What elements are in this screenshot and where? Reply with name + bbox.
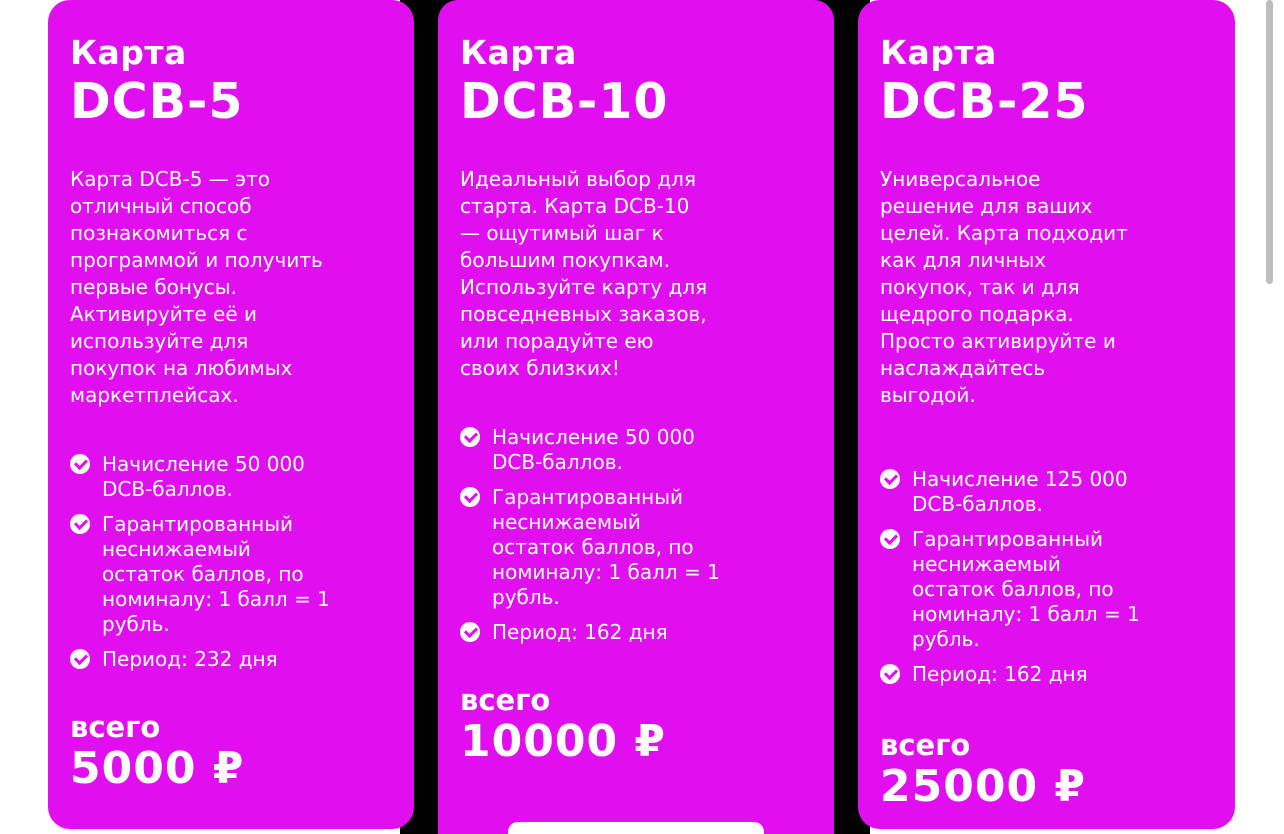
feature-line: номиналу: 1 балл = 1 <box>102 587 330 611</box>
card-description-line: своих близких! <box>460 356 620 380</box>
card-description-line: покупок, так и для <box>880 275 1080 299</box>
check-circle-icon <box>880 664 900 684</box>
card-dcb-10[interactable] <box>438 0 834 834</box>
scrollbar-thumb[interactable] <box>1266 0 1273 284</box>
feature-list <box>70 452 330 682</box>
feature-line: Период: 162 дня <box>912 662 1088 686</box>
feature-line: Начисление 125 000 <box>912 467 1128 491</box>
check-circle-icon <box>460 622 480 642</box>
card-title-name: DCB-10 <box>460 73 669 130</box>
card-title <box>460 33 669 130</box>
card-description-line: Карта DCB-5 — это <box>70 167 271 191</box>
card-title-name: DCB-25 <box>880 73 1089 130</box>
card-description-line: отличный способ <box>70 194 252 218</box>
card-description-line: целей. Карта подходит <box>880 221 1128 245</box>
card-description-line: как для личных <box>880 248 1047 272</box>
feature-line: Период: 162 дня <box>492 620 668 644</box>
feature-line: Период: 232 дня <box>102 647 278 671</box>
card-description-line: выгодой. <box>880 383 976 407</box>
card-description-line: Просто активируйте и <box>880 329 1116 353</box>
feature-item <box>460 485 720 610</box>
feature-line: неснижаемый <box>102 537 251 561</box>
feature-line: Начисление 50 000 <box>492 425 695 449</box>
feature-line: Гарантированный <box>912 527 1104 551</box>
card-description-line: большим покупкам. <box>460 248 670 272</box>
card-title-label: Карта <box>880 33 997 72</box>
card-title-label: Карта <box>70 33 187 72</box>
card-description-line: Идеальный выбор для <box>460 167 696 191</box>
card-description-line: Используйте карту для <box>460 275 708 299</box>
feature-line: номиналу: 1 балл = 1 <box>492 560 720 584</box>
check-circle-icon <box>880 469 900 489</box>
feature-line: рубль. <box>912 627 980 651</box>
card-description-line: познакомиться с <box>70 221 248 245</box>
card-description-line: Активируйте её и <box>70 302 258 326</box>
feature-item <box>70 647 330 672</box>
feature-item <box>70 452 330 502</box>
feature-line: DCB-баллов. <box>492 450 623 474</box>
feature-line: неснижаемый <box>492 510 641 534</box>
feature-line: номиналу: 1 балл = 1 <box>912 602 1140 626</box>
feature-line: Гарантированный <box>492 485 684 509</box>
feature-item <box>460 620 720 645</box>
card-description <box>880 166 1128 409</box>
feature-line: DCB-баллов. <box>102 477 233 501</box>
feature-line: Гарантированный <box>102 512 294 536</box>
card-description-line: или порадуйте ею <box>460 329 654 353</box>
check-circle-icon <box>880 529 900 549</box>
card-description-line: маркетплейсах. <box>70 383 239 407</box>
feature-line: рубль. <box>492 585 560 609</box>
check-circle-icon <box>460 487 480 507</box>
feature-list <box>460 425 720 655</box>
feature-line: неснижаемый <box>912 552 1061 576</box>
feature-line: Начисление 50 000 <box>102 452 305 476</box>
card-description-line: старта. Карта DCB-10 <box>460 194 690 218</box>
card-title-name: DCB-5 <box>70 73 244 130</box>
feature-item <box>880 662 1140 687</box>
feature-item <box>880 527 1140 652</box>
card-dcb-5[interactable] <box>48 0 414 829</box>
card-title <box>70 33 244 130</box>
total-label: всего <box>460 683 551 717</box>
card-description-line: Универсальное <box>880 167 1041 191</box>
check-circle-icon <box>70 454 90 474</box>
feature-line: остаток баллов, по <box>492 535 694 559</box>
feature-item <box>460 425 720 475</box>
card-dcb-25[interactable] <box>858 0 1235 829</box>
card-description-line: — ощутимый шаг к <box>460 221 664 245</box>
card-description-line: программой и получить <box>70 248 323 272</box>
card-title <box>880 33 1089 130</box>
card-title-label: Карта <box>460 33 577 72</box>
card-description <box>70 166 323 409</box>
check-circle-icon <box>460 427 480 447</box>
feature-item <box>70 512 330 637</box>
feature-line: остаток баллов, по <box>102 562 304 586</box>
total-label: всего <box>880 728 971 762</box>
card-description-line: первые бонусы. <box>70 275 237 299</box>
feature-item <box>880 467 1140 517</box>
check-circle-icon <box>70 514 90 534</box>
card-description-line: покупок на любимых <box>70 356 293 380</box>
price-value: 5000 ₽ <box>70 743 245 794</box>
total-label: всего <box>70 710 161 744</box>
feature-line: DCB-баллов. <box>912 492 1043 516</box>
card-description-line: используйте для <box>70 329 249 353</box>
feature-line: рубль. <box>102 612 170 636</box>
card-button-edge[interactable] <box>508 822 764 834</box>
feature-line: остаток баллов, по <box>912 577 1114 601</box>
card-description-line: решение для ваших <box>880 194 1093 218</box>
card-description-line: повседневных заказов, <box>460 302 707 326</box>
card-description-line: щедрого подарка. <box>880 302 1074 326</box>
price-value: 25000 ₽ <box>880 761 1087 812</box>
card-description <box>460 166 707 382</box>
card-description-line: наслаждайтесь <box>880 356 1046 380</box>
feature-list <box>880 467 1140 697</box>
check-circle-icon <box>70 649 90 669</box>
price-value: 10000 ₽ <box>460 716 667 767</box>
